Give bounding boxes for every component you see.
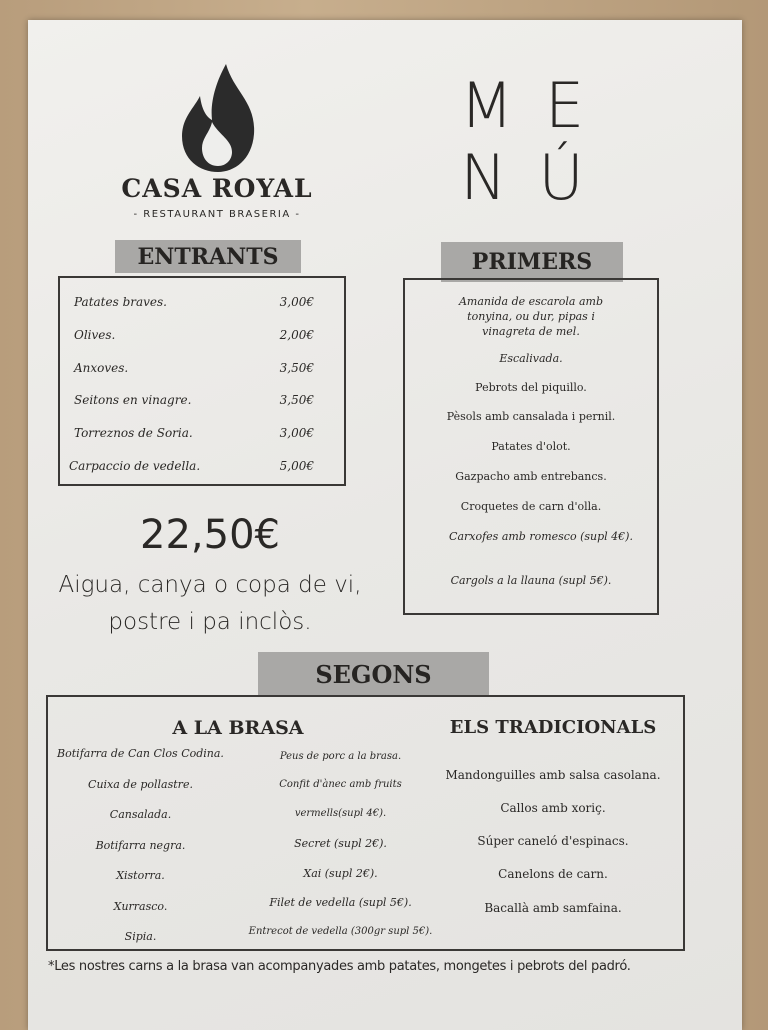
- tradicional-item: Bacallà amb samfaina.: [484, 901, 622, 915]
- primer-item: Pebrots del piquillo.: [475, 381, 587, 394]
- brasa-item: Peus de porc a la brasa.: [279, 751, 402, 762]
- brand-subtitle: - RESTAURANT BRASERIA -: [133, 209, 301, 220]
- brasa-item: Cuixa de pollastre.: [88, 778, 193, 791]
- segons-heading: SEGONS: [258, 652, 489, 697]
- brasa-item: Secret (supl 2€).: [294, 837, 387, 850]
- segons-box: [46, 695, 685, 951]
- primer-item: Escalivada.: [499, 352, 563, 365]
- entrants-box: [58, 276, 346, 486]
- primer-item: Amanida de escarola amb tonyina, ou dur, pipas i vinagreta de mel.: [458, 295, 604, 338]
- offer-includes-line2: postre i pa inclòs.: [108, 609, 312, 635]
- brasa-item: Cansalada.: [109, 808, 172, 821]
- entrants-heading: ENTRANTS: [115, 240, 301, 273]
- primer-item: Gazpacho amb entrebancs.: [455, 470, 607, 483]
- primer-item: Croquetes de carn d'olla.: [460, 500, 602, 513]
- offer-includes-line1: Aigua, canya o copa de vi,: [58, 572, 362, 598]
- tradicional-item: Súper caneló d'espinacs.: [477, 834, 629, 848]
- a-la-brasa-heading: A LA BRASA: [172, 717, 304, 739]
- brasa-item: Xurrasco.: [113, 900, 168, 913]
- brasa-item: Entrecot de vedella (300gr supl 5€).: [248, 926, 433, 937]
- brasa-item: Filet de vedella (supl 5€).: [269, 896, 412, 909]
- menu-title-line2: N Ú: [460, 141, 590, 214]
- brasa-item: Botifarra negra.: [95, 839, 186, 852]
- tradicional-item: Canelons de carn.: [498, 867, 608, 881]
- flame-logo-icon: [178, 62, 258, 174]
- brasa-item: Sipia.: [124, 930, 157, 943]
- brasa-item: Xai (supl 2€).: [303, 867, 378, 880]
- menu-price: 22,50€: [140, 512, 280, 558]
- primers-heading: PRIMERS: [441, 242, 623, 282]
- tradicional-item: Mandonguilles amb salsa casolana.: [445, 768, 661, 782]
- entrant-item: Patates braves. 3,00€: [74, 295, 314, 309]
- brasa-item: Xistorra.: [116, 869, 165, 882]
- entrant-item: Carpaccio de vedella. 5,00€: [69, 459, 314, 473]
- primers-box: [403, 278, 659, 615]
- menu-title-line1: M E: [459, 69, 591, 142]
- entrant-item: Anxoves. 3,50€: [74, 361, 314, 375]
- primer-item: Patates d'olot.: [491, 440, 571, 453]
- brand-name: CASA ROYAL: [121, 174, 313, 203]
- entrant-item: Seitons en vinagre. 3,50€: [74, 393, 314, 407]
- brasa-item: Botifarra de Can Clos Codina.: [57, 747, 224, 760]
- primer-item: Carxofes amb romesco (supl 4€).: [449, 530, 633, 543]
- tradicionals-heading: ELS TRADICIONALS: [449, 717, 657, 738]
- entrant-item: Torreznos de Soria. 3,00€: [74, 426, 314, 440]
- primer-item: Pèsols amb cansalada i pernil.: [446, 410, 616, 423]
- brasa-item: Confit d'ànec amb fruits: [279, 779, 402, 790]
- tradicional-item: Callos amb xoriç.: [500, 801, 606, 815]
- footnote: *Les nostres carns a la brasa van acompanyades amb patates, mongetes i pebrots del padró.: [48, 959, 631, 974]
- entrant-item: Olives. 2,00€: [74, 328, 314, 342]
- brasa-item: vermells(supl 4€).: [294, 808, 387, 819]
- primer-item: Cargols a la llauna (supl 5€).: [450, 574, 612, 587]
